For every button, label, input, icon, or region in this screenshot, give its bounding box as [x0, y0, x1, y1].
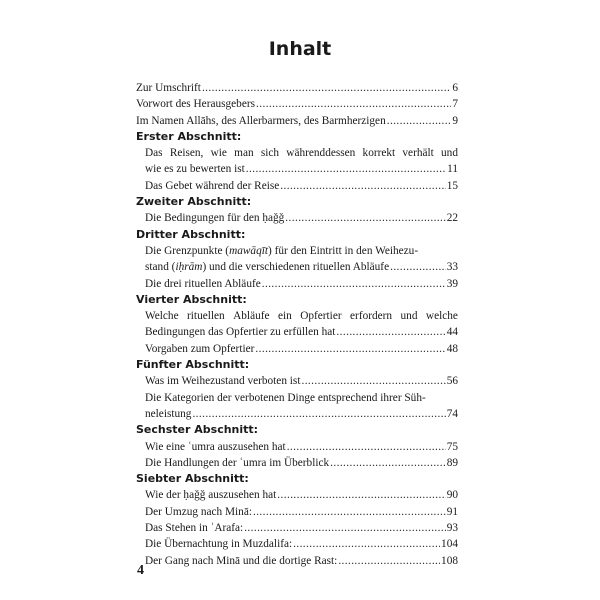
dot-leader: [287, 439, 446, 455]
word: und: [400, 310, 418, 323]
toc-entry: [136, 276, 458, 292]
word: erfordern: [350, 310, 393, 323]
toc-page-number: 56: [446, 375, 458, 388]
toc-page-number: 22: [446, 212, 458, 225]
toc-page-number: 93: [446, 522, 458, 535]
toc-page-number: 74: [446, 407, 458, 420]
toc-page-number: 108: [441, 554, 458, 567]
toc-entry-text: neleistung: [145, 407, 192, 420]
section-heading: Fünfter Abschnitt:: [136, 358, 250, 372]
toc-page-number: 33: [446, 261, 458, 274]
dot-leader: [280, 178, 445, 194]
toc-page-number: 89: [446, 456, 458, 469]
page-number: 4: [137, 563, 144, 578]
toc-entry-text: Die Übernachtung in Muzdalifa:: [145, 538, 293, 551]
dot-leader: [202, 80, 451, 96]
toc-entry-text: wie es zu bewerten ist: [145, 163, 245, 176]
toc-page-number: 7: [452, 98, 458, 111]
toc-text-italic: mawāqīt: [229, 244, 268, 257]
word: welche: [425, 310, 458, 323]
word: sich: [260, 147, 280, 160]
toc-entry: [136, 455, 458, 471]
toc-entry-text: Bedingungen das Opfertier zu erfüllen hat: [145, 326, 336, 339]
toc-entry-text: Das Gebet während der Reise: [145, 179, 280, 192]
page-title: Inhalt: [268, 38, 332, 60]
toc-entry: [136, 210, 458, 226]
toc-entry-text: Wie eine ʿumra auszusehen hat: [145, 440, 286, 453]
toc-entry: [136, 178, 458, 194]
toc-entry-text: Vorwort des Herausgebers: [136, 98, 256, 111]
dot-leader: [262, 276, 446, 292]
dot-leader: [338, 553, 440, 569]
toc-page-number: 48: [446, 342, 458, 355]
dot-leader: [246, 161, 446, 177]
section-heading: Zweiter Abschnitt:: [136, 195, 252, 209]
toc-text-part: stand (: [145, 261, 176, 274]
toc-text-part: ) für den Eintritt in den Weihezu-: [268, 244, 419, 257]
toc-entry: [136, 536, 458, 552]
toc-entry-text: Die Bedingungen für den ḥaǧǧ: [145, 212, 285, 225]
word: Das: [145, 147, 163, 160]
dot-leader: [336, 324, 445, 340]
toc-entry: [136, 520, 458, 536]
toc-page-number: 9: [452, 114, 458, 127]
dot-leader: [192, 406, 445, 422]
toc-entry: [136, 504, 458, 520]
section-heading: Dritter Abschnitt:: [136, 227, 246, 241]
dot-leader: [330, 455, 446, 471]
toc-entry: [136, 113, 458, 129]
toc-entry: [136, 406, 458, 422]
word: korrekt: [362, 147, 396, 160]
toc-entry: [136, 80, 458, 96]
section-heading: Vierter Abschnitt:: [136, 292, 247, 306]
toc-text-part: ) und die verschiedenen rituellen Abläufe: [202, 261, 390, 274]
toc-page-number: 104: [441, 538, 458, 551]
word: Welche: [145, 310, 179, 323]
dot-leader: [253, 504, 446, 520]
toc-entry: [136, 439, 458, 455]
word: und: [441, 147, 458, 160]
toc-page-number: 15: [446, 179, 458, 192]
toc-page-number: 44: [446, 326, 458, 339]
toc-entry: [136, 324, 458, 340]
dot-leader: [255, 341, 445, 357]
word: rituellen: [187, 310, 225, 323]
dot-leader: [301, 373, 445, 389]
toc-entry: [136, 487, 458, 503]
toc-entry-line: [136, 243, 458, 259]
word: wie: [210, 147, 227, 160]
word: Abläufe: [233, 310, 270, 323]
toc-entry-text: Was im Weihezustand verboten ist: [145, 375, 301, 388]
toc-text-part: Die Grenzpunkte (: [145, 244, 230, 257]
toc-entry-text: Die drei rituellen Abläufe: [145, 277, 261, 290]
dot-leader: [293, 536, 440, 552]
toc-text-italic: iḥrām: [175, 261, 203, 274]
dot-leader: [256, 96, 451, 112]
toc-page-number: 11: [447, 163, 458, 176]
toc-page-number: 6: [452, 82, 458, 94]
word: man: [234, 147, 254, 160]
word: Opfertier: [300, 310, 342, 323]
dot-leader: [244, 520, 446, 536]
toc-entry-text: Vorgaben zum Opfertier: [145, 342, 255, 355]
toc-entry-text: Im Namen Allāhs, des Allerbarmers, des Barmherzigen: [136, 114, 386, 127]
toc-entry-text: Zur Umschrift: [136, 82, 201, 94]
toc-entry: [136, 553, 458, 569]
dot-leader: [277, 487, 445, 503]
toc-entry-text: Das Stehen in ʿArafa:: [145, 522, 244, 535]
table-of-contents: [136, 80, 458, 569]
toc-entry-line: [136, 145, 458, 161]
toc-entry-line: [136, 308, 458, 324]
dot-leader: [285, 210, 445, 226]
toc-page-number: 90: [446, 489, 458, 502]
toc-entry: [136, 161, 458, 177]
word: verhält: [402, 147, 434, 160]
toc-entry-text: [145, 259, 389, 275]
word: Reisen,: [169, 147, 204, 160]
toc-page-number: 91: [446, 505, 458, 518]
section-heading: Sechster Abschnitt:: [136, 423, 259, 437]
toc-entry-text: Der Gang nach Minā und die dortige Rast:: [145, 554, 338, 567]
word: ein: [277, 310, 292, 323]
toc-entry-text: Wie der ḥaǧǧ auszusehen hat: [145, 489, 277, 502]
section-heading: Siebter Abschnitt:: [136, 472, 249, 486]
toc-page-number: 75: [446, 440, 458, 453]
section-heading: Erster Abschnitt:: [136, 129, 242, 143]
toc-entry-line: Die Kategorien der verbotenen Dinge entsprechend ihrer Süh-: [145, 391, 426, 404]
toc-entry-text: Die Handlungen der ʿumra im Überblick: [145, 456, 330, 469]
toc-entry: [136, 259, 458, 275]
toc-entry: [136, 373, 458, 389]
toc-entry: [136, 341, 458, 357]
dot-leader: [390, 259, 446, 275]
toc-page-number: 39: [446, 277, 458, 290]
dot-leader: [387, 113, 452, 129]
toc-entry: [136, 96, 458, 112]
toc-entry-text: Der Umzug nach Minā:: [145, 505, 252, 518]
word: währenddessen: [286, 147, 356, 160]
